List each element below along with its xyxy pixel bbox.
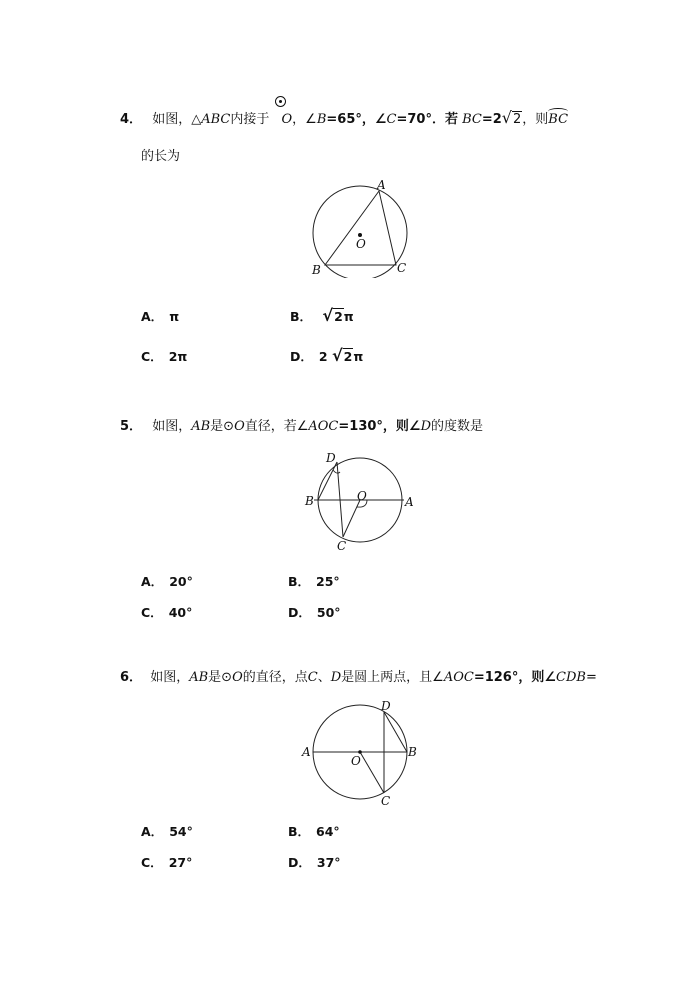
q5-option-c[interactable]: C． 40° [141, 605, 193, 620]
q4-label-a: A [377, 178, 386, 192]
question-4-stem [120, 108, 568, 127]
q4-angle-c: C [386, 112, 397, 127]
q5-angle-d-mark [333, 470, 340, 473]
sqrt-symbol: √2 [322, 306, 343, 325]
q5-chord-bd [318, 462, 337, 500]
q4-text-3: ，∠ [292, 112, 317, 127]
q4-option-b[interactable]: B． √2π [290, 306, 354, 325]
q4-triangle [325, 191, 396, 265]
q4-text-7: ，则 [522, 112, 549, 127]
sqrt-symbol: √2 [331, 346, 353, 365]
q4-triangle-name: ABC [201, 112, 231, 127]
q4-circle-o: O [281, 112, 293, 127]
q5-label-d: D [326, 451, 336, 465]
q6-option-a[interactable]: A． 54° [141, 824, 193, 839]
q5-radius-oc [343, 500, 360, 537]
q5-figure [300, 448, 420, 556]
q4-text-1: 如图，△ [152, 112, 202, 127]
q6-label-b: B [408, 745, 417, 759]
question-4-number: 4． [120, 112, 143, 127]
q6-option-d[interactable]: D． 37° [288, 855, 341, 870]
q6-label-a: A [302, 745, 311, 759]
q4-bc: BC [462, 112, 482, 127]
question-5-number: 5． [120, 419, 143, 434]
q4-text-6: =2 [481, 112, 502, 127]
q5-label-a: A [405, 495, 414, 509]
q6-label-o: O [351, 754, 361, 768]
q6-option-b[interactable]: B． 64° [288, 824, 340, 839]
q4-text-4: =65°，∠ [326, 112, 387, 127]
q6-label-c: C [381, 794, 391, 808]
q6-chord-db [384, 712, 407, 752]
q4-label-b: B [312, 263, 321, 277]
q4-label-c: C [397, 261, 407, 275]
q5-label-c: C [337, 539, 347, 553]
q6-label-d: D [381, 699, 391, 713]
q4-label-o: O [356, 237, 366, 251]
circle-symbol-icon [275, 96, 286, 107]
q4-text-2: 内接于 [230, 112, 270, 127]
q5-label-b: B [305, 494, 314, 508]
sqrt-symbol: √2 [501, 108, 522, 127]
arc-bc: BC [548, 112, 569, 127]
q5-label-o: O [357, 489, 367, 503]
q4-option-d[interactable]: D． 2 √2π [290, 346, 364, 365]
q4-text-5: =70°．若 [396, 112, 458, 127]
q4-angle-b: B [316, 112, 327, 127]
q4-figure [300, 176, 418, 278]
q5-option-b[interactable]: B． 25° [288, 574, 340, 589]
q6-radius-oc [360, 752, 384, 793]
q4-circle [313, 186, 407, 278]
q5-option-d[interactable]: D． 50° [288, 605, 341, 620]
question-5-stem: 5． 如图，AB是⊙O直径，若∠AOC=130°，则∠D的度数是 [120, 419, 484, 434]
q4-option-a[interactable]: A． π [141, 309, 180, 324]
q6-figure [298, 696, 422, 808]
q5-option-a[interactable]: A． 20° [141, 574, 193, 589]
q6-option-c[interactable]: C． 27° [141, 855, 193, 870]
q4-option-c[interactable]: C． 2π [141, 349, 188, 364]
question-6-number: 6． [120, 670, 143, 685]
question-6-stem: 6． 如图，AB是⊙O的直径，点C、D是圆上两点，且∠AOC=126°，则∠CDB= [120, 670, 597, 685]
question-4-stem-line2: 的长为 [141, 149, 181, 164]
